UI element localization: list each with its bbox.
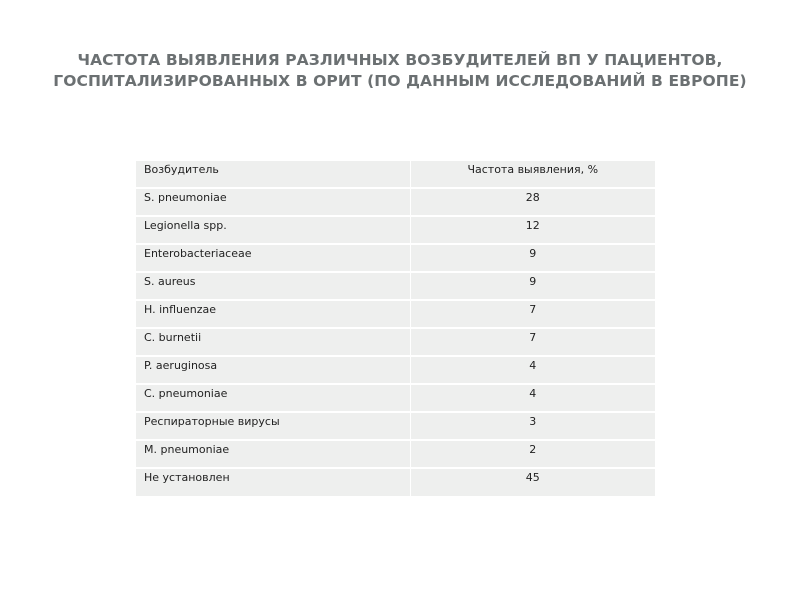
table-row [136,188,655,216]
table-row [136,356,655,384]
pathogen-cell: Enterobacteriaceae [136,244,410,272]
slide-title-line-1: ЧАСТОТА ВЫЯВЛЕНИЯ РАЗЛИЧНЫХ ВОЗБУДИТЕЛЕЙ ВП У ПАЦИЕНТОВ, [77,51,723,69]
frequency-cell: 3 [410,412,655,440]
frequency-cell: 28 [410,188,655,216]
pathogen-cell: C. pneumoniae [136,384,410,412]
pathogen-cell: Legionella spp. [136,216,410,244]
table-row [136,272,655,300]
table-row [136,384,655,412]
table-row [136,412,655,440]
pathogen-cell: S. pneumoniae [136,188,410,216]
frequency-cell: 12 [410,216,655,244]
table-row [136,328,655,356]
pathogen-cell: P. aeruginosa [136,356,410,384]
table-row [136,244,655,272]
frequency-cell: 9 [410,244,655,272]
frequency-cell: 7 [410,328,655,356]
frequency-cell: 45 [410,468,655,496]
table-row [136,300,655,328]
pathogen-cell: Не установлен [136,468,410,496]
pathogen-cell: Респираторные вирусы [136,412,410,440]
frequency-cell: 7 [410,300,655,328]
header-frequency: Частота выявления, % [410,161,655,188]
table-row [136,216,655,244]
frequency-cell: 4 [410,356,655,384]
table-header-row [136,161,655,188]
table-row [136,440,655,468]
pathogen-cell: M. pneumoniae [136,440,410,468]
frequency-cell: 2 [410,440,655,468]
slide-title-line-2: ГОСПИТАЛИЗИРОВАННЫХ В ОРИТ (ПО ДАННЫМ ИССЛЕДОВАНИЙ В ЕВРОПЕ) [53,72,747,90]
frequency-cell: 4 [410,384,655,412]
pathogen-cell: C. burnetii [136,328,410,356]
pathogen-frequency-table [136,161,655,496]
slide-title [0,50,800,92]
frequency-cell: 9 [410,272,655,300]
pathogen-cell: H. influenzae [136,300,410,328]
pathogen-cell: S. aureus [136,272,410,300]
header-pathogen: Возбудитель [136,161,410,188]
table-row [136,468,655,496]
